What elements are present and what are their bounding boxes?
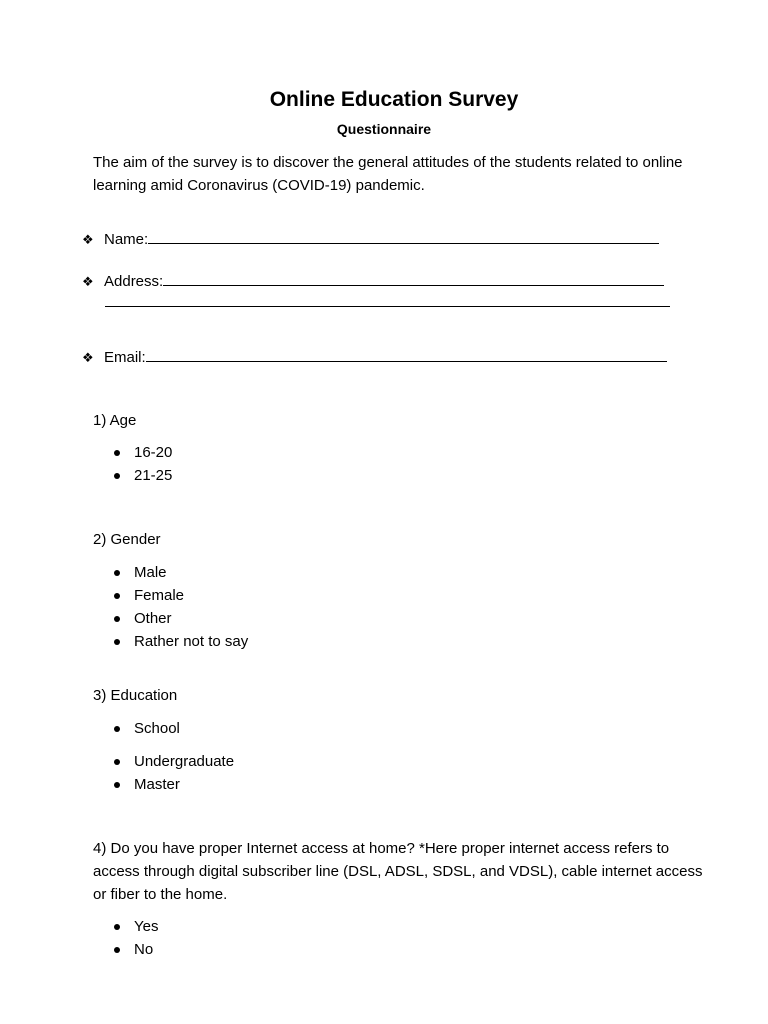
question-age: 1) Age — [93, 412, 137, 429]
options-education — [112, 717, 234, 796]
email-label: Email: — [104, 349, 146, 366]
options-age — [112, 441, 172, 487]
options-internet-access — [112, 915, 158, 961]
bullet-icon — [114, 473, 120, 479]
bullet-icon — [114, 593, 120, 599]
name-label: Name: — [104, 231, 149, 248]
list-item[interactable]: School — [112, 717, 234, 750]
page-subtitle: Questionnaire — [336, 121, 432, 137]
intro-paragraph: The aim of the survey is to discover the general attitudes of the students related to online learning amid Coronavirus (COVID-19) pandemic. — [93, 154, 683, 194]
email-line[interactable] — [146, 347, 667, 362]
bullet-icon — [114, 759, 120, 765]
name-line[interactable] — [148, 229, 659, 244]
question-education: 3) Education — [93, 687, 178, 704]
list-item[interactable]: Male — [112, 561, 248, 584]
bullet-icon — [114, 570, 120, 576]
address-line[interactable] — [163, 271, 664, 286]
list-item[interactable]: Undergraduate — [112, 750, 234, 773]
bullet-icon — [114, 726, 120, 732]
bullet-icon — [114, 782, 120, 788]
list-item[interactable]: 16-20 — [112, 441, 172, 464]
name-field — [82, 229, 659, 248]
bullet-icon — [114, 639, 120, 645]
list-item[interactable]: 21-25 — [112, 464, 172, 487]
bullet-icon — [114, 947, 120, 953]
list-item[interactable]: Yes — [112, 915, 158, 938]
list-item[interactable]: Rather not to say — [112, 630, 248, 653]
list-item[interactable]: Master — [112, 773, 234, 796]
diamond-bullet-icon: ❖ — [82, 232, 94, 247]
diamond-bullet-icon: ❖ — [82, 350, 94, 365]
bullet-icon — [114, 924, 120, 930]
question-internet-access: 4) Do you have proper Internet access at home? *Here proper internet access refers to access through digital subscriber line (DSL, ADSL, SDSL, and VDSL), cable internet access or fiber to the home. — [93, 840, 703, 903]
address-field — [82, 271, 664, 290]
list-item[interactable]: No — [112, 938, 158, 961]
bullet-icon — [114, 616, 120, 622]
diamond-bullet-icon: ❖ — [82, 274, 94, 289]
list-item[interactable]: Other — [112, 607, 248, 630]
page-title: Online Education Survey — [269, 88, 519, 111]
options-gender — [112, 561, 248, 653]
address-label: Address: — [104, 273, 164, 290]
bullet-icon — [114, 450, 120, 456]
address-line-2[interactable] — [105, 306, 670, 307]
question-gender: 2) Gender — [93, 531, 161, 548]
email-field — [82, 347, 667, 366]
list-item[interactable]: Female — [112, 584, 248, 607]
